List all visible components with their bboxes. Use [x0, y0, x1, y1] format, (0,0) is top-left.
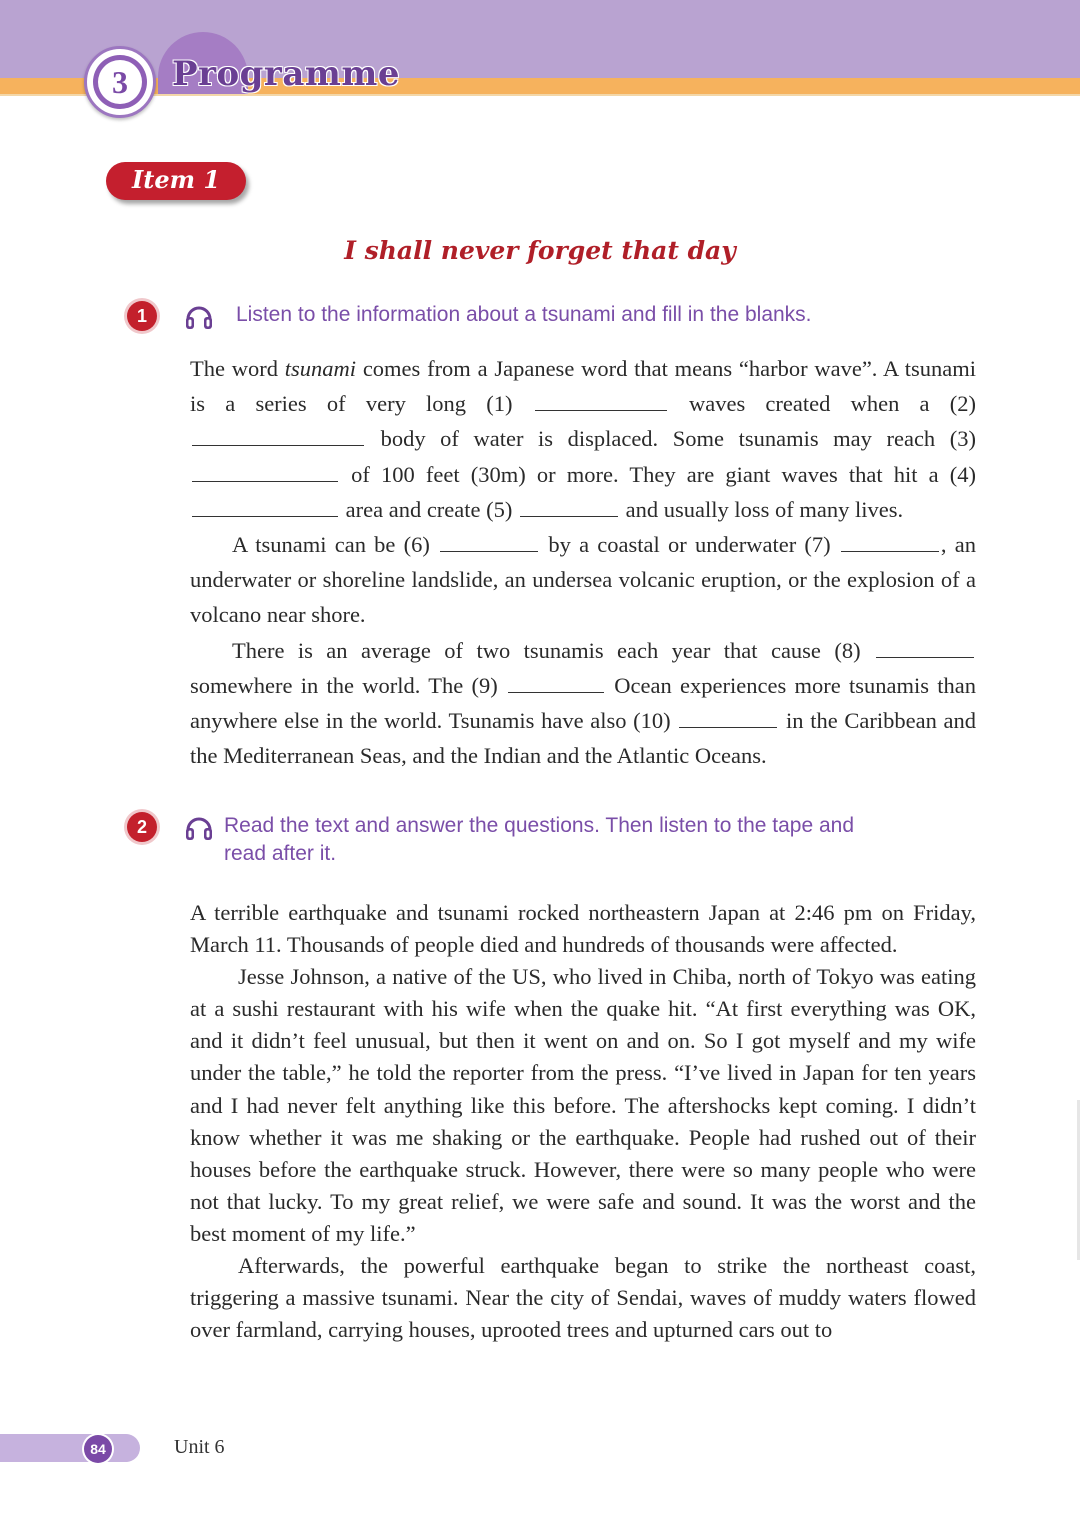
passage1-paragraph: There is an average of two tsunamis each year that cause (8) somewhere in the world. The (9) Ocean experiences more tsunamis than anywhere else in the world. Tsunamis have also (10) in the Caribbean and the Mediterranean Seas, and the Indian and the Atlantic Oceans. [190, 637, 977, 769]
exercise1-instruction: Listen to the information about a tsunami and fill in the blanks. [236, 303, 812, 326]
blank-10[interactable] [679, 708, 777, 728]
blank-9[interactable] [508, 673, 604, 693]
instruction-line: Read the text and answer the questions. Then listen to the tape and [224, 814, 855, 837]
header-stripe-line [0, 94, 1080, 96]
exercise-number-badge: 1 [127, 301, 157, 331]
blank-4[interactable] [192, 497, 338, 517]
item-label: Item 1 [106, 162, 246, 200]
passage1-paragraph: A tsunami can be (6) by a coastal or underwater (7) , an underwater or shoreline landslide, an undersea volcanic eruption, or the explosion of a volcano near shore. [190, 532, 976, 628]
blank-5[interactable] [520, 497, 618, 517]
section-number: 3 [98, 60, 142, 104]
blank-8[interactable] [876, 638, 974, 658]
exercise-number-badge: 2 [127, 812, 157, 842]
blank-2[interactable] [192, 426, 364, 446]
section-title: Programme [172, 54, 400, 94]
blank-6[interactable] [440, 532, 538, 552]
blank-1[interactable] [535, 391, 667, 411]
headphones-icon[interactable] [184, 302, 214, 332]
unit-label: Unit 6 [174, 1436, 225, 1458]
passage2-paragraph: A terrible earthquake and tsunami rocked northeastern Japan at 2:46 pm on Friday, March 11. Thousands of people died and hundreds of thousands were affected. [190, 900, 976, 958]
passage2-paragraph: Jesse Johnson, a native of the US, who lived in Chiba, north of Tokyo was eating at a sushi restaurant with his wife when the quake hit. “At first everything was OK, and it didn’t feel unusual, but then it went on and on. So I got myself and my wife under the table,” he told the reporter from the press. “I’ve lived in Japan for ten years and I had never felt anything like this before. The aftershocks kept coming. I didn’t know whether it was me shaking or the earthquake. People had rushed out of their houses before the earthquake struck. However, there were so many people who were not that lucky. To my great relief, we were safe and sound. It was the worst and the best moment of my life.” [190, 964, 976, 1246]
exercise1-passage [190, 351, 976, 773]
passage1-paragraph: The word tsunami comes from a Japanese word that means “harbor wave”. A tsunami is a series of very long (1) waves created when a (2) body of water is displaced. Some tsunamis may reach (3) of 100 feet (30m) or more. They are giant waves that hit a (4) area and create (5) and usually loss of many lives. [190, 356, 976, 522]
blank-7[interactable] [841, 532, 939, 552]
footer-bar [0, 1434, 140, 1462]
exercise2-passage [190, 897, 976, 1346]
section-number-badge [84, 46, 156, 118]
exercise2-instruction [224, 812, 854, 868]
blank-3[interactable] [192, 462, 338, 482]
passage2-paragraph: Afterwards, the powerful earthquake began to strike the northeast coast, triggering a massive tsunami. Near the city of Sendai, waves of muddy waters flowed over farmland, carrying houses, uprooted trees and upturned cars out to [190, 1253, 976, 1343]
lesson-title: I shall never forget that day [344, 236, 736, 265]
page-number: 84 [84, 1435, 112, 1463]
instruction-line: read after it. [224, 842, 337, 865]
headphones-icon[interactable] [184, 813, 214, 843]
